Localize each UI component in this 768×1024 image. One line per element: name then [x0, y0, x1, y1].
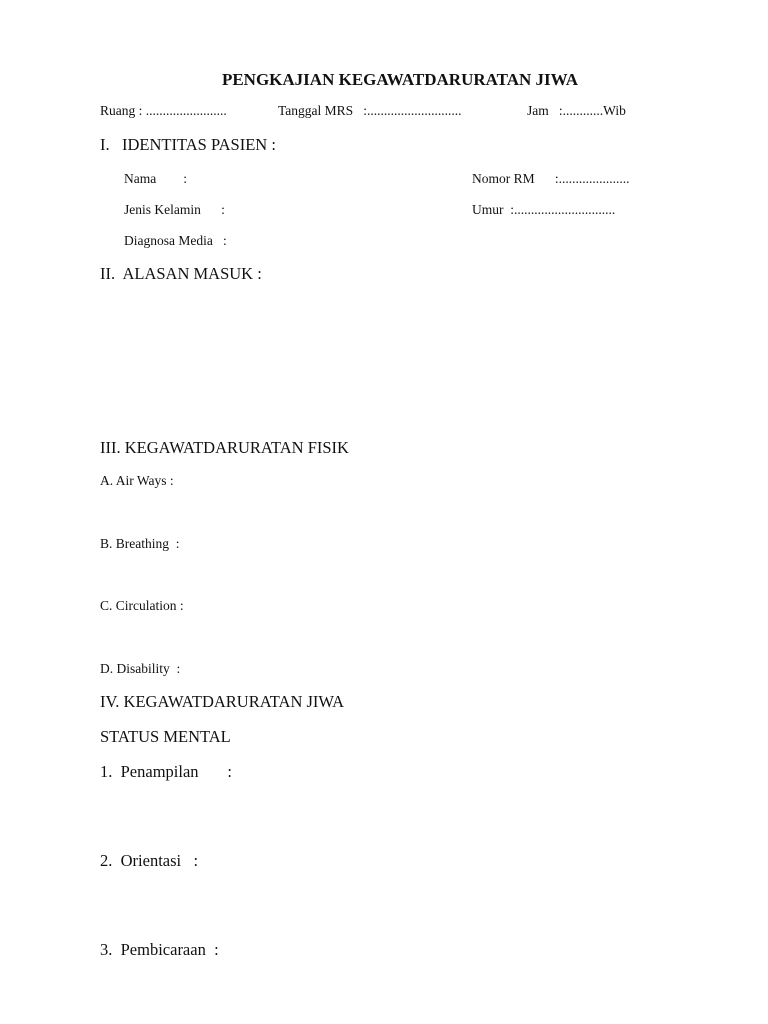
- section-identitas-heading: I. IDENTITAS PASIEN :: [100, 135, 276, 154]
- nomor-rm-field: Nomor RM :.....................: [472, 171, 630, 186]
- circulation-field: C. Circulation :: [100, 598, 184, 613]
- orientasi-field: 2. Orientasi :: [100, 851, 199, 870]
- umur-field: Umur :..............................: [472, 202, 616, 217]
- pembicaraan-field: 3. Pembicaraan :: [100, 940, 219, 959]
- diagnosa-field: Diagnosa Media :: [124, 233, 227, 248]
- disability-field: D. Disability :: [100, 661, 181, 676]
- section-fisik-heading: III. KEGAWATDARURATAN FISIK: [100, 438, 349, 457]
- ruang-field: Ruang : ........................: [100, 103, 227, 118]
- jam-field: Jam :............Wib: [527, 103, 626, 118]
- section-alasan-heading: II. ALASAN MASUK :: [100, 264, 262, 283]
- penampilan-field: 1. Penampilan :: [100, 762, 232, 781]
- section-jiwa-heading: IV. KEGAWATDARURATAN JIWA: [100, 692, 345, 711]
- status-mental-heading: STATUS MENTAL: [100, 727, 231, 746]
- jenis-kelamin-field: Jenis Kelamin :: [124, 202, 225, 217]
- tanggal-mrs-field: Tanggal MRS :............................: [278, 103, 462, 118]
- nama-field: Nama :: [124, 171, 187, 186]
- breathing-field: B. Breathing :: [100, 536, 180, 551]
- document-title: PENGKAJIAN KEGAWATDARURATAN JIWA: [221, 70, 579, 89]
- airways-field: A. Air Ways :: [100, 473, 174, 488]
